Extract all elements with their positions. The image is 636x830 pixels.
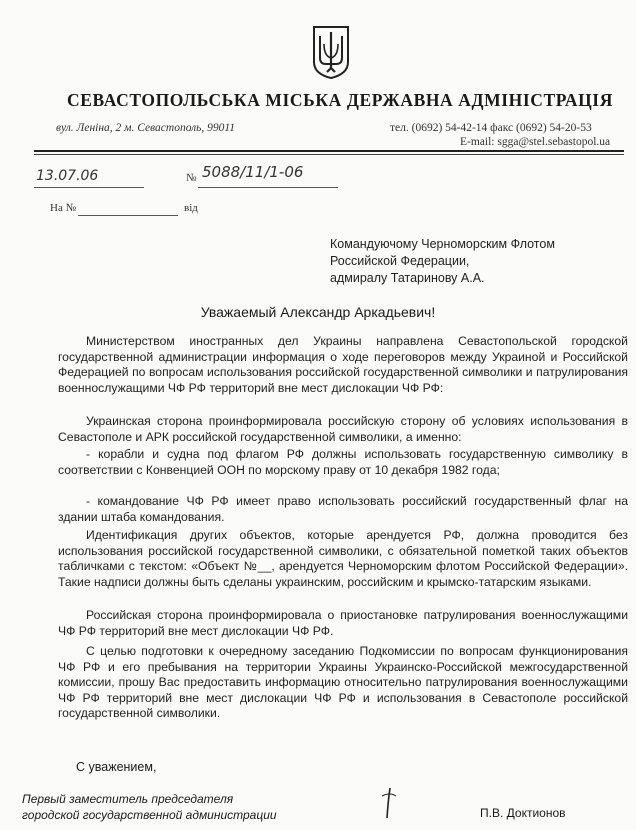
- header-rule-thick: [34, 150, 624, 152]
- header-rule-thin: [34, 154, 624, 155]
- reply-to-label: На №: [50, 202, 77, 214]
- organization-address: вул. Леніна, 2 м. Севастополь, 99011: [56, 122, 236, 134]
- registration-number: 5088/11/1-06: [202, 163, 304, 181]
- signatory-title: Первый заместитель председателя: [22, 792, 234, 806]
- signatory-title: городской государственной администрации: [22, 808, 277, 822]
- organization-name: СЕВАСТОПОЛЬСЬКА МІСЬКА ДЕРЖАВНА АДМІНІСТРАЦІЯ: [67, 90, 613, 110]
- addressee-block: [330, 236, 555, 287]
- signatory-name: П.В. Доктионов: [480, 806, 566, 820]
- body-paragraph: - командование ЧФ РФ имеет право использовать российский государственный флаг на здании штаба командования.: [58, 494, 628, 524]
- date-underline: [34, 187, 144, 188]
- body-paragraph: Министерством иностранных дел Украины направлена Севастопольской городской государственной администрации информация о ходе переговоров между Украиной и Российской Федерацией по вопросам использования российской государственной символики и патрулирования военнослужащими ЧФ РФ территорий вне мест дислокации ЧФ РФ:: [58, 334, 628, 395]
- addressee-line: Командуючому Черноморским Флотом: [330, 237, 555, 251]
- body-paragraph: С целью подготовки к очередному заседанию Подкомиссии по вопросам функционирования ЧФ РФ и его пребывания на территории Украины Украинско-Российской межгосударственной комиссии, прошу Вас предоставить информацию относительно патрулирования военнослужащими ЧФ РФ территорий вне мест дислокации ЧФ РФ и использования в Севастополе российской государственной символики.: [58, 644, 628, 721]
- addressee-line: адмиралу Татаринову А.А.: [330, 271, 485, 285]
- registration-date: 13.07.06: [36, 168, 99, 184]
- trident-coat-of-arms: [311, 24, 351, 80]
- reply-to-underline: [78, 215, 178, 216]
- addressee-line: Российской Федерации,: [330, 254, 470, 268]
- number-underline: [198, 187, 338, 188]
- handwritten-signature: [360, 784, 420, 824]
- reply-from-label: від: [184, 202, 198, 214]
- body-paragraph: Российская сторона проинформировала о приостановке патрулирования военнослужащими ЧФ РФ территорий вне мест дислокации ЧФ РФ.: [58, 608, 628, 638]
- body-paragraph: - корабли и судна под флагом РФ должны использовать государственную символику в соответствии с Конвенцией ООН по морскому праву от 10 декабря 1982 года;: [58, 447, 628, 477]
- organization-email: E-mail: sgga@stel.sebastopol.ua: [460, 136, 611, 148]
- body-paragraph: Украинская сторона проинформировала российскую сторону об условиях использования в Севастополе и АРК российской государственной символики, а именно:: [58, 414, 628, 444]
- body-paragraph: Идентификация других объектов, которые арендуется РФ, должна проводится без использования российской государственной символики, с обязательной пометкой таких объектов табличками с текстом: «Объект №__, арендуется Черноморским флотом Российской Федерации». Такие надписи должны быть сделаны украинским, российским и крымско-татарским языками.: [58, 528, 628, 589]
- registration-number-label: №: [186, 172, 197, 184]
- closing: С уважением,: [76, 760, 157, 774]
- salutation: Уважаемый Александр Аркадьевич!: [200, 304, 436, 320]
- organization-phones: тел. (0692) 54-42-14 факс (0692) 54-20-53: [390, 122, 592, 134]
